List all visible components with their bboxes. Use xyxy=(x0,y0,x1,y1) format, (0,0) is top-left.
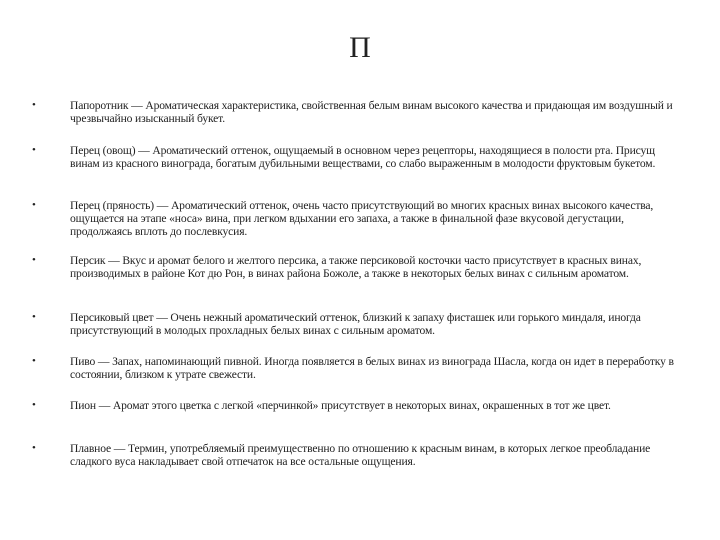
item-text: Перец (овощ) — Ароматический оттенок, ощущаемый в основном через рецепторы, находящиеся в полости рта. Присущ винам из красного винограда, богатым дубильными веществами, со слабо выраженным в молодости фруктовым букетом. xyxy=(70,144,656,170)
bullet-icon: • xyxy=(32,355,36,367)
item-text: Пион — Аромат этого цветка с легкой «перчинкой» присутствует в некоторых винах, окрашенных в тот же цвет. xyxy=(70,399,611,412)
page-title: П xyxy=(349,31,371,64)
bullet-icon: • xyxy=(32,442,36,454)
item-text: Перец (пряность) — Ароматический оттенок, очень часто присутствующий во многих красных винах высокого качества, ощущается на этапе «носа» вина, при легком вдыхании его запаха, а также в финальной фазе вкусовой дегустации, продолжаясь вплоть до послевкусия. xyxy=(70,199,654,238)
bullet-icon: • xyxy=(32,144,36,156)
bullet-icon: • xyxy=(32,99,36,111)
item-text: Персиковый цвет — Очень нежный ароматический оттенок, близкий к запаху фисташек или горького миндаля, иногда присутствующий в молодых прохладных белых винах с сильным ароматом. xyxy=(70,311,641,337)
item-text: Папоротник — Ароматическая характеристика, свойственная белым винам высокого качества и придающая им воздушный и чрезвычайно изысканный букет. xyxy=(70,99,673,125)
bullet-icon: • xyxy=(32,399,36,411)
item-text: Персик — Вкус и аромат белого и желтого персика, а также персиковой косточки часто присутствует в красных винах, производимых в районе Кот дю Рон, в винах района Божоле, а также в некоторых белых винах с сильным ароматом. xyxy=(70,254,642,280)
bullet-icon: • xyxy=(32,311,36,323)
bullet-icon: • xyxy=(32,254,36,266)
item-text: Плавное — Термин, употребляемый преимущественно по отношению к красным винам, в которых легкое преобладание сладкого вуса накладывает свой отпечаток на все остальные ощущения. xyxy=(70,442,651,468)
item-text: Пиво — Запах, напоминающий пивной. Иногда появляется в белых винах из винограда Шасла, когда он идет в переработку в состоянии, близком к утрате свежести. xyxy=(70,355,674,381)
bullet-icon: • xyxy=(32,199,36,211)
